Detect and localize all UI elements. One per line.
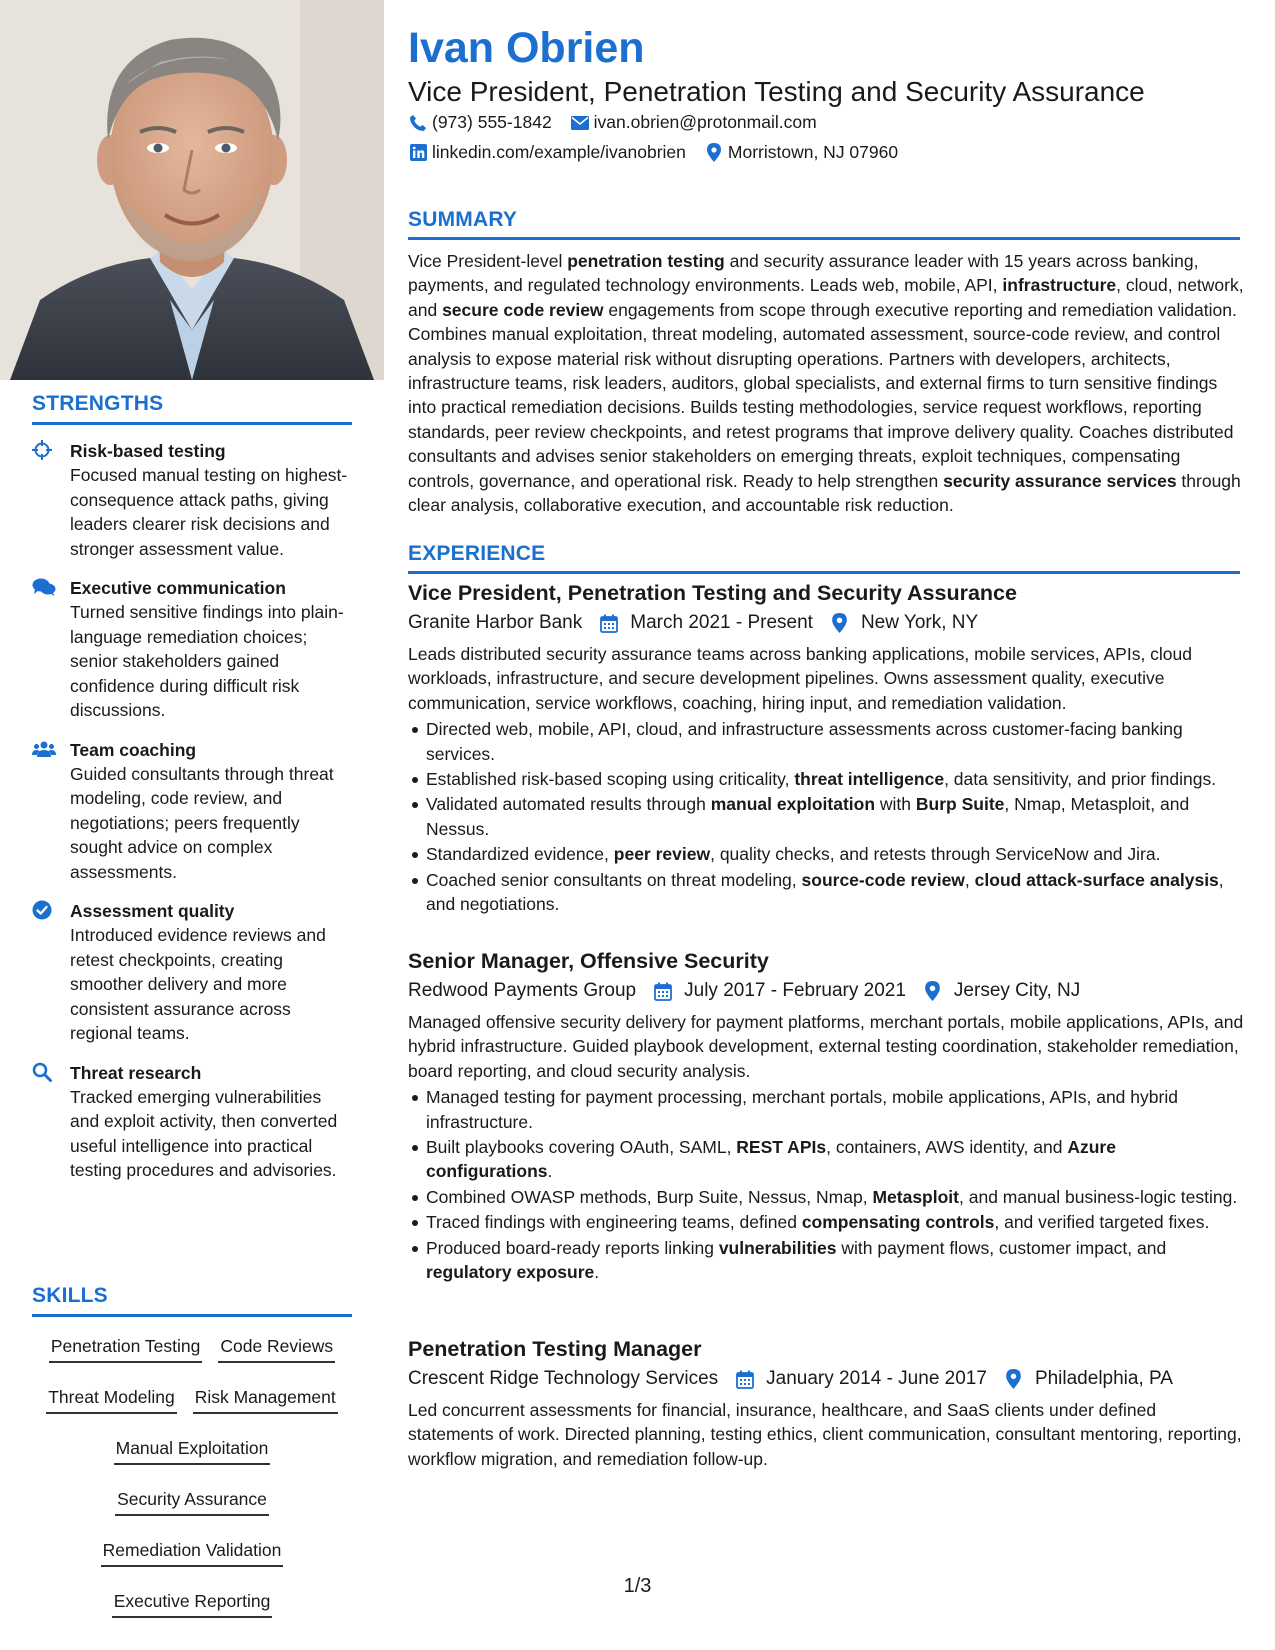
contact-phone[interactable] [408, 112, 552, 133]
contact-linkedin[interactable] [408, 142, 686, 163]
map-pin-icon [704, 143, 724, 163]
location-text: Morristown, NJ 07960 [727, 142, 899, 162]
skill-tag: Code Reviews [218, 1331, 335, 1363]
bullet-keyword: Burp Suite [915, 794, 1005, 815]
summary-segment: through clear analysis, collaborative execution, and accountable risk reduction. [408, 470, 1241, 516]
job-dates-text: July 2017 - February 2021 [684, 980, 906, 1001]
strengths-section [32, 392, 352, 1198]
strength-desc: Turned sensitive findings into plain-language remediation choices; senior stakeholders gained confidence during difficult risk discussions. [70, 602, 344, 720]
linkedin-text: linkedin.com/example/ivanobrien [432, 142, 686, 162]
search-icon [32, 1061, 58, 1083]
job-meta [408, 976, 1244, 1006]
job-dates-text: March 2021 - Present [630, 612, 813, 633]
page-number: 1/3 [623, 1575, 652, 1597]
summary-keyword: secure code review [442, 299, 604, 320]
portrait-photo-icon [0, 0, 384, 380]
map-pin-icon [922, 980, 944, 1002]
candidate-headline: Vice President, Penetration Testing and Security Assurance [408, 76, 1145, 107]
experience-divider [408, 571, 1240, 574]
bullet-item [426, 792, 1244, 841]
strength-item [32, 1061, 352, 1183]
job-meta [408, 1364, 1244, 1394]
job-title: Penetration Testing Manager [408, 1337, 702, 1361]
skill-tag: Manual Exploitation [114, 1433, 271, 1465]
job-description: Managed offensive security delivery for payment platforms, merchant portals, mobile applications, APIs, and hybrid infrastructure. Guided playbook development, external testing coordination, stakeholder remediation, board reporting, and cloud security analysis. [408, 1012, 1244, 1081]
contact-row-1 [408, 112, 835, 133]
summary-segment: engagements from scope through executive reporting and remediation validation. Combines manual exploitation, threat modeling, automated assessment, source-code review, and control analysis to expose material risk without disrupting operations. Partners with developers, architects, infrastructure teams, risk leaders, auditors, global specialists, and external firms to turn sensitive findings into practical remediation decisions. Builds testing methodologies, service request workflows, reporting standards, peer review checkpoints, and retest programs that improve delivery quality. Coaches distributed consultants and advises senior stakeholders on emerging threats, exploit techniques, compensating controls, governance, and operational risk. Ready to help strengthen [408, 299, 1237, 491]
bullet-keyword: Azure configurations [426, 1137, 1116, 1182]
bullet-text: Built playbooks covering OAuth, SAML, [426, 1137, 737, 1158]
check-circle-icon [32, 899, 58, 921]
bullet-keyword: regulatory exposure [426, 1262, 595, 1283]
bullet-text: Combined OWASP methods, Burp Suite, Nessus, Nmap, [426, 1186, 873, 1207]
job-title: Senior Manager, Offensive Security [408, 949, 769, 973]
phone-icon [408, 113, 428, 133]
bullet-text: Established risk-based scoping using criticality, [426, 769, 795, 790]
bullet-text: . [594, 1262, 600, 1283]
crosshair-icon [32, 439, 58, 461]
bullet-text: Produced board-ready reports linking [426, 1237, 719, 1258]
bullet-text: , and manual business-logic testing. [959, 1186, 1238, 1207]
strength-item [32, 576, 352, 723]
bullet-text: Coached senior consultants on threat modeling, [426, 869, 802, 890]
strength-title: Executive communication [70, 578, 286, 598]
strengths-title: STRENGTHS [32, 392, 164, 415]
candidate-name: Ivan Obrien [408, 24, 645, 72]
job-description: Led concurrent assessments for financial, insurance, healthcare, and SaaS clients under defined statements of work. Directed planning, testing ethics, client communication, consultant mentoring, reporting, workflow migration, and remediation follow-up. [408, 1400, 1242, 1469]
summary-keyword: penetration testing [567, 251, 725, 271]
bullet-text: Directed web, mobile, API, cloud, and infrastructure assessments across customer-facing banking services. [426, 719, 1183, 764]
job-dates [652, 976, 906, 1006]
bullet-keyword: vulnerabilities [718, 1237, 837, 1258]
calendar-icon [652, 980, 674, 1002]
summary-segment: Vice President-level [408, 251, 568, 271]
strength-title: Team coaching [70, 739, 197, 760]
bullet-text: , quality checks, and retests through ServiceNow and Jira. [710, 844, 1161, 865]
strength-desc: Guided consultants through threat modeling, code review, and negotiations; peers frequently sought advice on complex assessments. [70, 763, 334, 882]
skill-tag: Threat Modeling [46, 1382, 176, 1414]
bullet-keyword: Metasploit [872, 1186, 959, 1207]
job-title: Vice President, Penetration Testing and Security Assurance [408, 581, 1017, 605]
job-dates [734, 1364, 987, 1394]
bullet-text: , and verified targeted fixes. [994, 1212, 1210, 1233]
job-location-text: Philadelphia, PA [1034, 1368, 1173, 1389]
profile-photo [0, 0, 384, 380]
summary-segment: , cloud, network, and [408, 275, 1244, 320]
summary-keyword: security assurance services [943, 470, 1177, 491]
experience-title: EXPERIENCE [408, 542, 546, 565]
skill-tag: Risk Management [193, 1382, 338, 1414]
map-pin-icon [829, 612, 851, 634]
strength-title: Assessment quality [70, 901, 235, 921]
strength-title: Risk-based testing [70, 441, 226, 461]
users-icon [32, 738, 58, 760]
job-company: Crescent Ridge Technology Services [408, 1368, 719, 1389]
bullet-keyword: peer review [613, 844, 711, 865]
bullet-text: , [964, 869, 975, 890]
job-bullets [408, 1085, 1244, 1284]
chat-bubbles-icon [32, 576, 58, 598]
job-entry [408, 578, 1244, 917]
job-location-text: New York, NY [860, 612, 979, 633]
contact-location [704, 142, 898, 163]
summary-divider [408, 237, 1240, 240]
bullet-keyword: threat intelligence [794, 769, 945, 790]
job-company: Redwood Payments Group [408, 980, 637, 1001]
bullet-text: with payment flows, customer impact, and [836, 1237, 1167, 1258]
job-meta [408, 608, 1244, 638]
strength-item [32, 738, 352, 885]
bullet-text: , containers, AWS identity, and [826, 1137, 1068, 1158]
bullet-item [426, 1210, 1244, 1234]
linkedin-icon [408, 143, 428, 163]
job-location-text: Jersey City, NJ [953, 980, 1081, 1001]
email-text: ivan.obrien@protonmail.com [593, 112, 817, 132]
job-location [829, 608, 978, 638]
skill-tag: Security Assurance [115, 1484, 269, 1516]
bullet-item [426, 717, 1244, 766]
strength-desc: Focused manual testing on highest-consequence attack paths, giving leaders clearer risk decisions and stronger assessment value. [70, 465, 348, 559]
skill-tag: Remediation Validation [101, 1535, 284, 1567]
job-dates-text: January 2014 - June 2017 [766, 1368, 987, 1389]
calendar-icon [734, 1368, 756, 1390]
bullet-item [426, 1085, 1244, 1134]
bullet-text: with [875, 794, 916, 815]
bullet-item [426, 1185, 1244, 1209]
strength-item [32, 439, 352, 561]
summary-keyword: infrastructure [1002, 275, 1117, 296]
skills-divider [32, 1314, 352, 1317]
bullet-item [426, 868, 1244, 917]
bullet-keyword: cloud attack-surface analysis [974, 869, 1219, 890]
skill-tag: Penetration Testing [49, 1331, 203, 1363]
summary-text [408, 249, 1244, 517]
bullet-text: , data sensitivity, and prior findings. [944, 769, 1217, 790]
bullet-item [426, 842, 1244, 866]
skill-tag: Executive Reporting [112, 1586, 273, 1618]
bullet-item [426, 1135, 1244, 1184]
map-pin-icon [1003, 1368, 1025, 1390]
summary-segment: and security assurance leader with 15 years across banking, payments, and regulated technology environments. Leads web, mobile, API, [408, 251, 1199, 296]
summary-title: SUMMARY [408, 208, 518, 231]
job-bullets [408, 717, 1244, 916]
job-company: Granite Harbor Bank [408, 612, 583, 633]
strength-desc: Tracked emerging vulnerabilities and exploit activity, then converted useful intelligence into practical testing procedures and advisories. [70, 1086, 338, 1180]
contact-row-2 [408, 142, 916, 163]
sidebar [0, 0, 384, 1650]
job-entry [408, 946, 1244, 1285]
contact-email[interactable] [570, 112, 817, 133]
job-entry [408, 1334, 1244, 1473]
bullet-keyword: compensating controls [801, 1212, 995, 1233]
strengths-divider [32, 422, 352, 425]
strength-item [32, 899, 352, 1046]
envelope-icon [570, 113, 590, 133]
job-location [1003, 1364, 1173, 1394]
strength-title: Threat research [70, 1062, 202, 1083]
bullet-text: . [547, 1161, 553, 1182]
bullet-text: Traced findings with engineering teams, defined [426, 1212, 802, 1233]
bullet-text: Managed testing for payment processing, merchant portals, mobile applications, APIs, and hybrid infrastructure. [426, 1087, 1178, 1132]
bullet-text: , Nmap, Metasploit, and Nessus. [426, 794, 1190, 839]
strength-desc: Introduced evidence reviews and retest checkpoints, creating smoother delivery and more consistent assurance across regional teams. [70, 925, 326, 1043]
job-dates [598, 608, 813, 638]
skills-title: SKILLS [32, 1284, 108, 1307]
job-description: Leads distributed security assurance teams across banking applications, mobile services, APIs, cloud workloads, infrastructure, and secure development pipelines. Owns assessment quality, executive communication, service workflows, coaching, hiring input, and remediation validation. [408, 644, 1193, 713]
bullet-item [426, 767, 1244, 791]
bullet-text: Validated automated results through [426, 794, 711, 815]
calendar-icon [598, 612, 620, 634]
bullet-text: , and negotiations. [426, 869, 1224, 915]
bullet-keyword: manual exploitation [710, 794, 876, 815]
bullet-text: Standardized evidence, [426, 844, 614, 865]
job-location [922, 976, 1080, 1006]
bullet-keyword: REST APIs [736, 1137, 827, 1158]
bullet-item [426, 1236, 1244, 1285]
bullet-keyword: source-code review [801, 869, 965, 890]
phone-text: (973) 555-1842 [432, 112, 552, 132]
